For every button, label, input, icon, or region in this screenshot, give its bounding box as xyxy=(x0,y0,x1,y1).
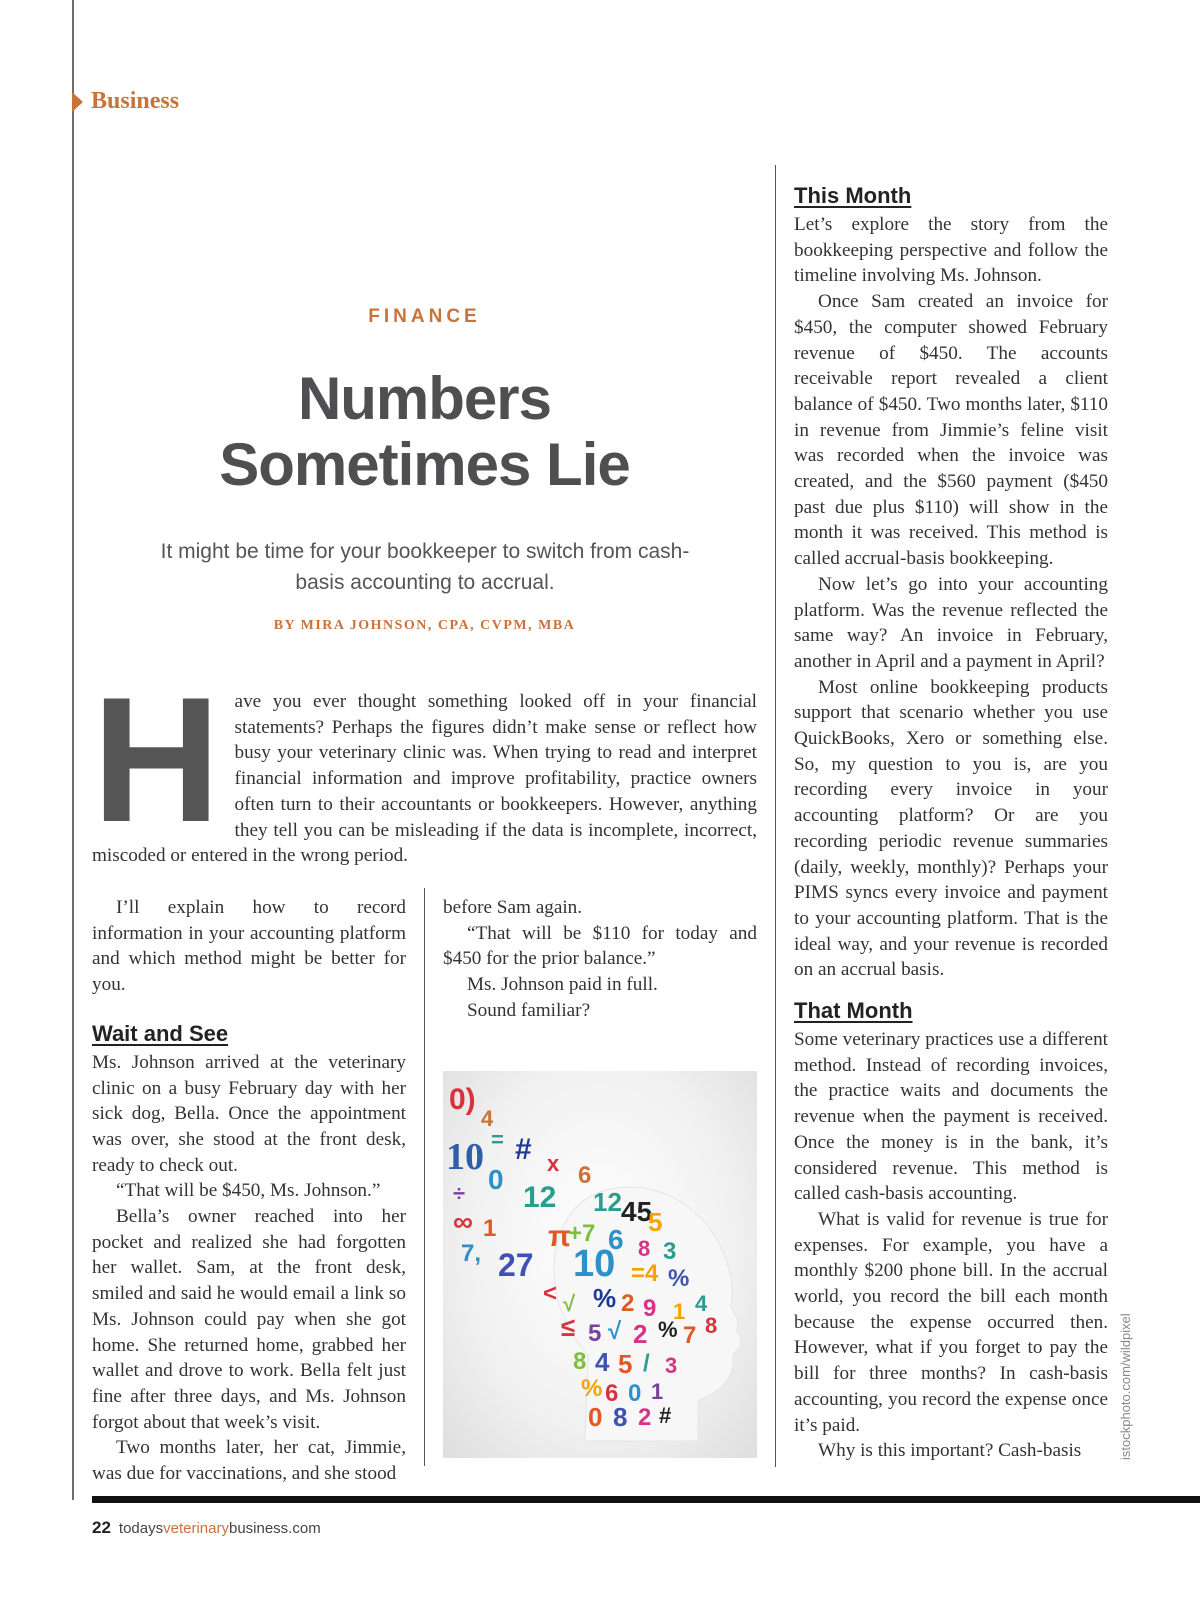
svg-text:12: 12 xyxy=(593,1187,622,1217)
body-paragraph: Sound familiar? xyxy=(467,999,591,1021)
svg-text:1: 1 xyxy=(673,1299,686,1324)
drop-cap: H xyxy=(92,660,221,859)
page-margin-rule xyxy=(72,0,74,1500)
body-paragraph: “That will be $450, Ms. Johnson.” xyxy=(116,1180,381,1202)
svg-text:2: 2 xyxy=(638,1404,652,1431)
svg-text:12: 12 xyxy=(523,1181,557,1214)
body-paragraph: Some veterinary practices use a different method. Instead of recording invoices, the practice waits and documents the revenue when the payment is received. Once the money is in the bank, it’s considered revenue. This method is called cash-basis accounting. xyxy=(794,1029,1108,1205)
article-dek: It might be time for your bookkeeper to switch from cash-basis accounting to accrual. xyxy=(160,540,690,594)
svg-text:8: 8 xyxy=(705,1313,718,1338)
footer-rule xyxy=(92,1496,1200,1503)
svg-text:6: 6 xyxy=(608,1224,624,1255)
svg-text:0): 0) xyxy=(449,1083,476,1116)
body-paragraph: What is valid for revenue is true for expenses. For example, you have a monthly $200 phone bill. In the accrual world, you record the bill each month because the expense occurred then. However, what if you forget to pay the bill for three months? In cash-basis accounting, you record the expense once it’s paid. xyxy=(794,1208,1108,1436)
column-divider xyxy=(775,165,776,1467)
headline-line-1: Numbers xyxy=(297,365,552,432)
svg-text:3: 3 xyxy=(665,1353,678,1378)
numbers-head-illustration xyxy=(443,1071,757,1458)
svg-text:0: 0 xyxy=(628,1380,642,1407)
article-headline xyxy=(92,366,757,498)
svg-text:5: 5 xyxy=(648,1207,663,1237)
body-column-1 xyxy=(92,895,406,1487)
svg-text:2: 2 xyxy=(633,1319,648,1349)
svg-text:4: 4 xyxy=(595,1347,610,1377)
svg-text:%: % xyxy=(581,1375,603,1402)
body-paragraph: Once Sam created an invoice for $450, the computer showed February revenue of $450. The accounts receivable report revealed a client balance of $450. Two months later, $110 in revenue from Jimmie’s feline visit was recorded when the invoice was created, and the $560 payment ($450 past due plus $110) will show in the month it was received. This method is called accrual-basis bookkeeping. xyxy=(794,291,1108,570)
svg-text:+7: +7 xyxy=(568,1220,596,1247)
body-paragraph: Most online bookkeeping products support that scenario whether you use QuickBooks, Xero or something else. So, my question to you is, are you recording every invoice in your accounting platform? Or are you recording periodic revenue summaries (daily, weekly, monthly)? Perhaps your PIMS syncs every invoice and payment to your accounting platform. That is the ideal way, and your revenue is recorded on an accrual basis. xyxy=(794,676,1108,981)
body-paragraph: Why is this important? Cash-basis xyxy=(818,1440,1082,1462)
lead-paragraph-block xyxy=(92,660,757,869)
svg-text:8: 8 xyxy=(638,1236,651,1261)
svg-text:x: x xyxy=(547,1151,560,1176)
svg-text:6: 6 xyxy=(578,1162,592,1189)
svg-text:10: 10 xyxy=(446,1136,484,1178)
site-url-suffix: business.com xyxy=(228,1520,321,1537)
subhead-that-month: That Month xyxy=(794,998,913,1023)
body-paragraph: “That will be $110 for today and $450 for the prior balance.” xyxy=(443,922,757,970)
svg-text:10: 10 xyxy=(573,1243,616,1285)
svg-text:√: √ xyxy=(608,1318,622,1345)
svg-text:=4: =4 xyxy=(631,1260,659,1287)
triangle-arrow-icon xyxy=(72,92,83,112)
svg-text:√: √ xyxy=(563,1291,576,1316)
svg-text:27: 27 xyxy=(498,1247,534,1283)
svg-text:%: % xyxy=(593,1283,617,1313)
svg-text:/: / xyxy=(643,1350,650,1377)
svg-text:1: 1 xyxy=(483,1215,497,1242)
svg-text:7,: 7, xyxy=(461,1240,482,1267)
headline-line-2: Sometimes Lie xyxy=(219,431,630,498)
svg-text:9: 9 xyxy=(643,1295,657,1322)
section-tag xyxy=(72,88,179,115)
svg-text:÷: ÷ xyxy=(453,1181,466,1206)
svg-text:<: < xyxy=(543,1280,558,1307)
body-paragraph: before Sam again. xyxy=(443,897,583,918)
section-label: Business xyxy=(91,88,180,114)
svg-text:#: # xyxy=(659,1403,672,1428)
svg-text:π: π xyxy=(548,1220,571,1253)
body-paragraph: Now let’s go into your accounting platform. Was the revenue reflected the same way? An invoice in February, another in April and a payment in April? xyxy=(794,573,1108,672)
page-footer xyxy=(92,1518,321,1538)
svg-text:5: 5 xyxy=(618,1349,633,1379)
svg-text:4: 4 xyxy=(695,1291,708,1316)
svg-text:45: 45 xyxy=(621,1196,653,1227)
svg-text:0: 0 xyxy=(588,1402,603,1432)
body-paragraph: Let’s explore the story from the bookkeeping perspective and follow the timeline involving Ms. Johnson. xyxy=(794,214,1108,287)
svg-text:6: 6 xyxy=(605,1380,619,1407)
subhead-wait-and-see: Wait and See xyxy=(92,1020,229,1046)
svg-text:=: = xyxy=(491,1127,504,1152)
body-paragraph: I’ll explain how to record information in your accounting platform and which method might be better for you. xyxy=(92,897,406,996)
svg-text:8: 8 xyxy=(613,1402,628,1432)
article-kicker: FINANCE xyxy=(368,306,481,327)
column-divider xyxy=(424,888,425,1466)
body-column-4 xyxy=(794,998,1108,1464)
lead-paragraph: ave you ever thought something looked off in your financial statements? Perhaps the figures didn’t make sense or reflect how busy your veterinary clinic was. When trying to read and interpret financial information and improve profitability, practice owners often turn to their accountants or bookkeepers. However, anything they tell you can be misleading if the data is incomplete, incorrect, miscoded or entered in the wrong period. xyxy=(92,691,757,867)
svg-text:≤: ≤ xyxy=(561,1312,576,1342)
photo-credit: istockphoto.com/wildpixel xyxy=(1118,1313,1133,1460)
site-url-accent: veterinary xyxy=(163,1520,229,1537)
body-column-2 xyxy=(443,895,757,1024)
page-number: 22 xyxy=(92,1518,111,1537)
svg-text:0: 0 xyxy=(488,1164,504,1195)
svg-text:5: 5 xyxy=(588,1320,602,1347)
svg-text:%: % xyxy=(668,1265,690,1292)
svg-text:#: # xyxy=(515,1133,532,1166)
body-paragraph: Two months later, her cat, Jimmie, was due for vaccinations, and she stood xyxy=(92,1437,406,1485)
article-byline: BY MIRA JOHNSON, CPA, CVPM, MBA xyxy=(273,618,576,633)
body-column-3 xyxy=(794,183,1108,983)
body-paragraph: Bella’s owner reached into her pocket and realized she had forgotten her wallet. Sam, at the front desk, smiled and said he would email a link so Ms. Johnson could pay when she got home. She returned home, grabbed her wallet and drove to work. Bella felt just fine after three days, and Ms. Johnson forgot about that week’s visit. xyxy=(92,1206,406,1433)
svg-text:7: 7 xyxy=(683,1322,697,1349)
svg-text:2: 2 xyxy=(621,1290,635,1317)
svg-text:3: 3 xyxy=(663,1238,677,1265)
subhead-this-month: This Month xyxy=(794,183,912,208)
svg-text:%: % xyxy=(658,1317,678,1342)
svg-text:8: 8 xyxy=(573,1348,587,1375)
body-paragraph: Ms. Johnson paid in full. xyxy=(467,974,658,996)
svg-text:∞: ∞ xyxy=(453,1206,473,1237)
body-paragraph: Ms. Johnson arrived at the veterinary clinic on a busy February day with her sick dog, Bella. Once the appointment was over, she stood at the front desk, ready to check out. xyxy=(92,1051,406,1176)
site-url-prefix: todays xyxy=(118,1520,164,1537)
svg-text:1: 1 xyxy=(651,1379,664,1404)
svg-text:4: 4 xyxy=(481,1106,494,1131)
